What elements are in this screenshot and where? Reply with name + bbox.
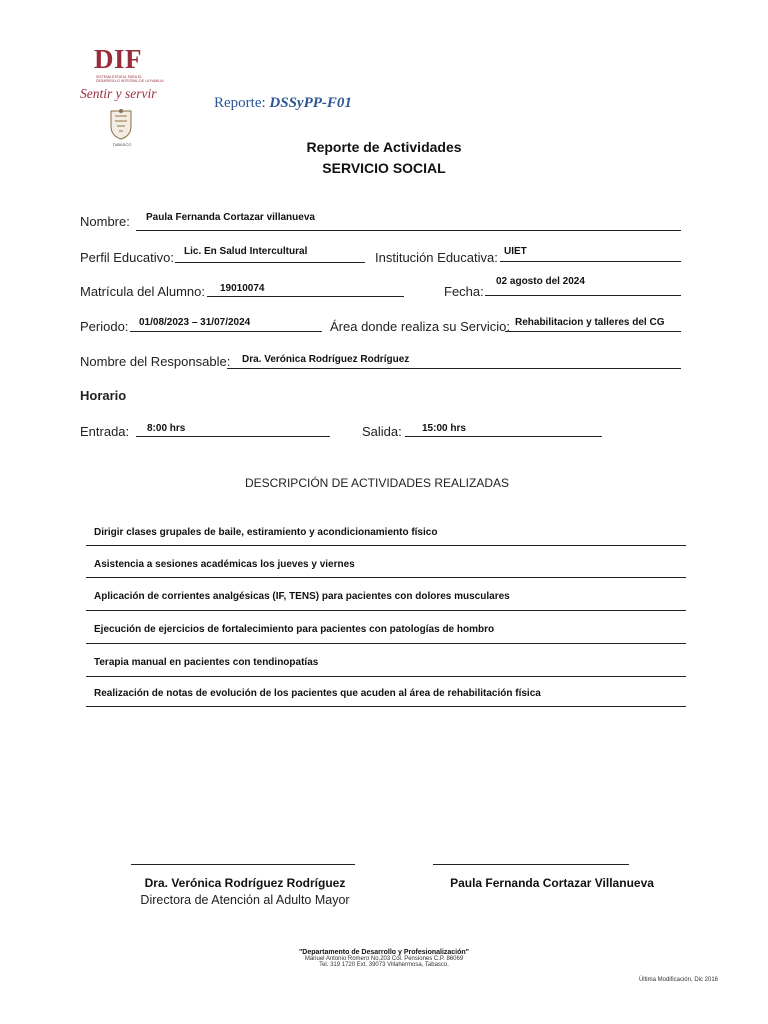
area-value: Rehabilitacion y talleres del CG xyxy=(515,317,665,328)
signature-line-left xyxy=(131,864,355,865)
dif-logo xyxy=(78,44,166,152)
entrada-value: 8:00 hrs xyxy=(147,423,186,434)
footer-department: "Departamento de Desarrollo y Profesionalización" xyxy=(298,949,470,956)
institucion-line xyxy=(500,261,681,262)
salida-line xyxy=(405,436,602,437)
logo-state: TABASCO xyxy=(112,142,132,147)
activity-line-3 xyxy=(86,610,686,611)
report-code-value: DSSyPP-F01 xyxy=(269,95,352,111)
footer-phone: Tel. 319 1720 Ext. 39073 Villahermosa, Tabasco. xyxy=(319,962,449,968)
page-subtitle: SERVICIO SOCIAL xyxy=(322,160,446,176)
report-prefix: Reporte: xyxy=(214,95,266,111)
activity-item-4: Ejecución de ejercicios de fortalecimiento para pacientes con patologías de hombro xyxy=(94,624,495,635)
perfil-value: Lic. En Salud Intercultural xyxy=(184,246,308,257)
activity-line-4 xyxy=(86,643,686,644)
entrada-label: Entrada: xyxy=(80,424,130,439)
state-seal-icon xyxy=(108,108,134,140)
signature-left-name: Dra. Verónica Rodríguez Rodríguez xyxy=(144,876,346,890)
activity-line-6 xyxy=(86,706,686,707)
institucion-value: UIET xyxy=(504,246,527,257)
logo-small-text: SISTEMA ESTATAL PARA EL DESARROLLO INTEGRAL DE LA FAMILIA xyxy=(96,75,164,83)
page-title: Reporte de Actividades xyxy=(306,139,462,155)
area-label: Área donde realiza su Servicio: xyxy=(330,319,510,334)
matricula-line xyxy=(207,296,404,297)
footer xyxy=(0,949,768,968)
footer-address: Manuel Antonio Romero No.203 Col. Pensiones C.P. 86069 xyxy=(304,956,464,962)
signature-right-name: Paula Fernanda Cortazar Villanueva xyxy=(450,876,654,890)
entrada-line xyxy=(136,436,330,437)
activity-item-3: Aplicación de corrientes analgésicas (IF, TENS) para pacientes con dolores musculares xyxy=(94,591,510,602)
periodo-label: Periodo: xyxy=(80,319,129,334)
fecha-line xyxy=(485,295,681,296)
activity-line-1 xyxy=(86,545,686,546)
logo-brand: DIF xyxy=(94,44,142,74)
activity-item-1: Dirigir clases grupales de baile, estiramiento y acondicionamiento físico xyxy=(94,527,438,538)
responsable-value: Dra. Verónica Rodríguez Rodríguez xyxy=(242,354,410,365)
signature-line-right xyxy=(433,864,629,865)
horario-heading: Horario xyxy=(80,388,127,403)
logo-tagline: Sentir y servir xyxy=(80,86,157,101)
nombre-line xyxy=(136,230,681,231)
fecha-value: 02 agosto del 2024 xyxy=(496,276,585,287)
responsable-label: Nombre del Responsable: xyxy=(80,354,231,369)
area-line xyxy=(505,331,681,332)
activity-line-2 xyxy=(86,577,686,578)
activity-line-5 xyxy=(86,676,686,677)
nombre-label: Nombre: xyxy=(80,214,130,229)
perfil-line xyxy=(175,262,365,263)
fecha-label: Fecha: xyxy=(444,284,484,299)
responsable-line xyxy=(227,368,681,369)
activity-item-6: Realización de notas de evolución de los pacientes que acuden al área de rehabilitación física xyxy=(94,688,541,699)
activities-heading: DESCRIPCIÓN DE ACTIVIDADES REALIZADAS xyxy=(244,476,510,490)
institucion-label: Institución Educativa: xyxy=(375,250,498,265)
perfil-label: Perfil Educativo: xyxy=(80,250,174,265)
activity-item-2: Asistencia a sesiones académicas los jueves y viernes xyxy=(94,559,355,570)
matricula-value: 19010074 xyxy=(220,283,265,294)
nombre-value: Paula Fernanda Cortazar villanueva xyxy=(146,212,315,223)
last-modified: Última Modificación, Dic 2016 xyxy=(638,977,718,983)
activity-item-5: Terapia manual en pacientes con tendinopatías xyxy=(94,657,319,668)
salida-value: 15:00 hrs xyxy=(422,423,466,434)
periodo-value: 01/08/2023 – 31/07/2024 xyxy=(139,317,251,328)
matricula-label: Matrícula del Alumno: xyxy=(80,284,206,299)
signature-left-role: Directora de Atención al Adulto Mayor xyxy=(140,893,350,907)
periodo-line xyxy=(130,331,322,332)
salida-label: Salida: xyxy=(362,424,402,439)
report-code xyxy=(214,95,352,112)
